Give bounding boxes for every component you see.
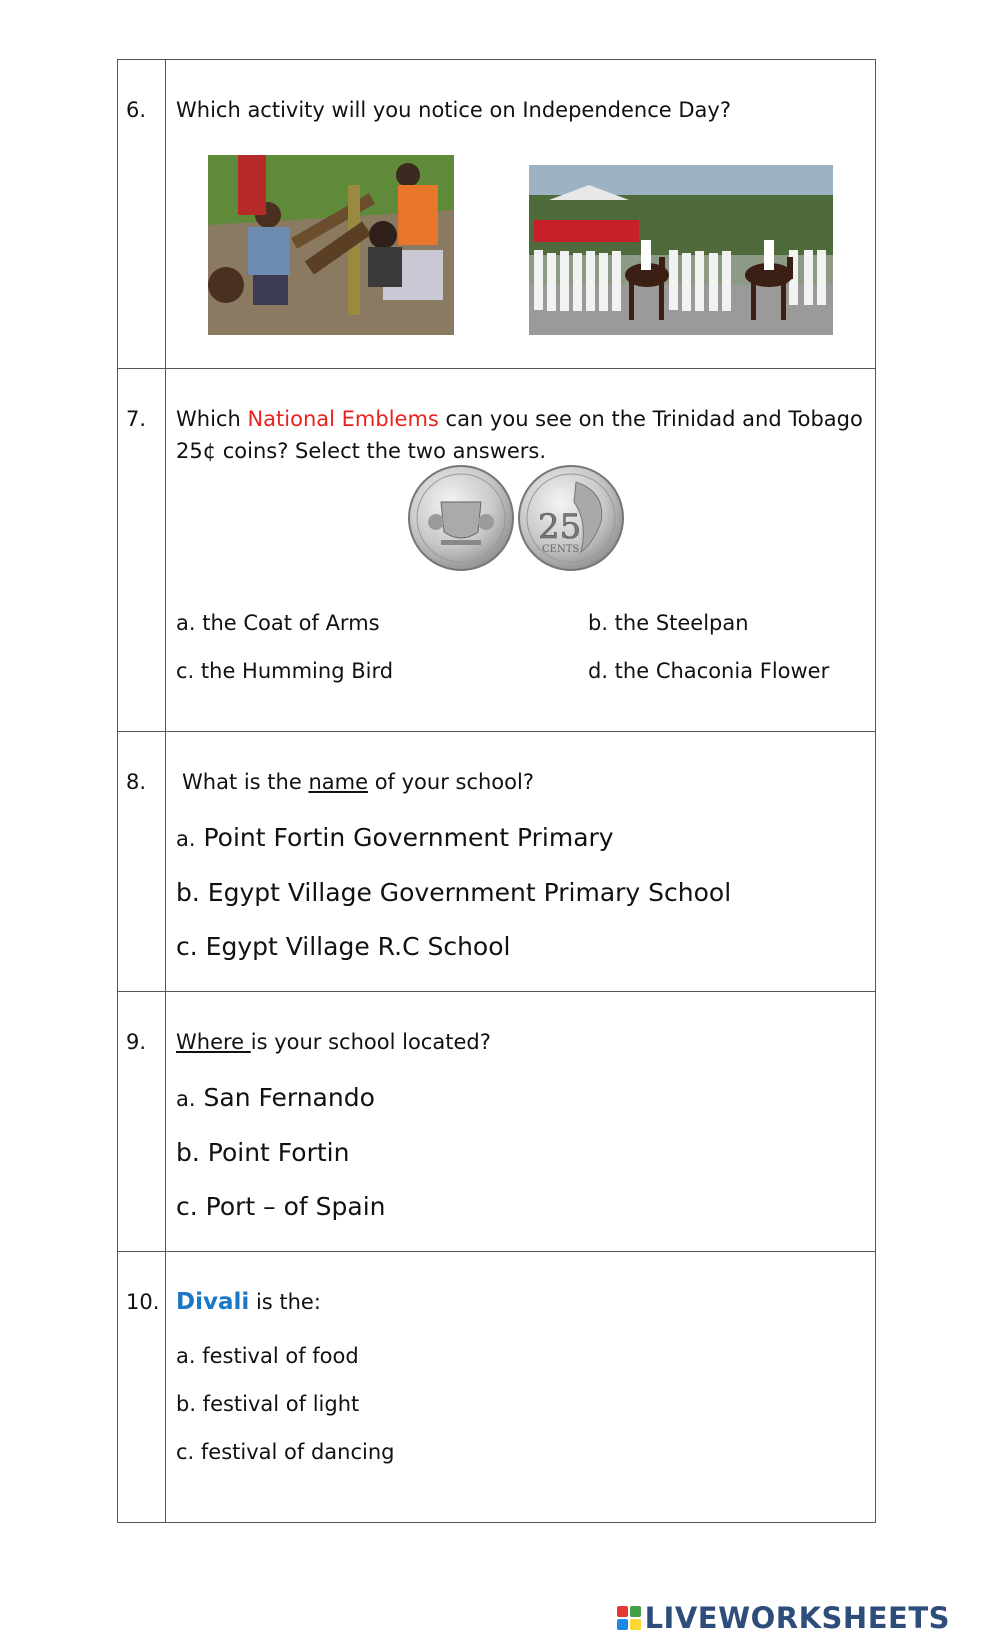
option-c[interactable]: c. Port – of Spain [176, 1192, 386, 1221]
option-c[interactable]: c. the Humming Bird [176, 659, 394, 683]
option-a[interactable]: a. festival of food [176, 1344, 359, 1368]
coins-image [406, 462, 626, 574]
answer-options [176, 1082, 867, 1223]
question-body [166, 1252, 875, 1522]
option-b[interactable]: b. Egypt Village Government Primary School [176, 878, 732, 907]
emphasis-national-emblems: National Emblems [247, 407, 439, 431]
emphasis-name: name [308, 770, 369, 794]
question-number: 7. [118, 369, 166, 731]
question-number: 6. [118, 60, 166, 368]
question-body [166, 60, 875, 368]
logo-text: LIVEWORKSHEETS [644, 1601, 950, 1635]
worksheet-table [117, 59, 876, 1523]
photo-military-parade [529, 165, 833, 335]
svg-text:CENTS: CENTS [542, 544, 580, 555]
question-number: 8. [118, 732, 166, 991]
question-text: Divali is the: [176, 1289, 321, 1315]
question-text: What is the name of your school? [182, 770, 534, 794]
question-body [166, 732, 875, 991]
svg-text:25: 25 [538, 507, 582, 547]
question-row-6 [118, 60, 875, 368]
question-row-9 [118, 991, 875, 1251]
option-b[interactable]: b. Point Fortin [176, 1138, 350, 1167]
question-body [166, 992, 875, 1251]
emphasis-where: Where [176, 1030, 251, 1054]
option-a[interactable]: a. Point Fortin Government Primary [176, 823, 614, 852]
question-text: Which activity will you notice on Independence Day? [176, 98, 731, 122]
liveworksheets-logo [617, 1601, 950, 1635]
question-body [166, 369, 875, 731]
option-b[interactable]: b. the Steelpan [588, 611, 749, 635]
option-c[interactable]: c. festival of dancing [176, 1440, 395, 1464]
option-c[interactable]: c. Egypt Village R.C School [176, 932, 511, 961]
answer-options [176, 1342, 867, 1466]
question-number: 9. [118, 992, 166, 1251]
option-b[interactable]: b. festival of light [176, 1392, 360, 1416]
answer-options [176, 609, 829, 685]
option-a[interactable]: a. the Coat of Arms [176, 611, 380, 635]
question-text: Which National Emblems can you see on the Trinidad and Tobago 25¢ coins? Select the two answers. [176, 407, 863, 463]
answer-options [176, 822, 867, 963]
option-d[interactable]: d. the Chaconia Flower [588, 659, 830, 683]
logo-mark-icon [617, 1606, 641, 1630]
question-row-8 [118, 731, 875, 991]
photo-children-playing [208, 155, 454, 335]
question-row-7 [118, 368, 875, 731]
option-a[interactable]: a. San Fernando [176, 1083, 375, 1112]
question-row-10 [118, 1251, 875, 1522]
question-number: 10. [118, 1252, 166, 1522]
emphasis-divali: Divali [176, 1289, 250, 1315]
question-text: Where is your school located? [176, 1030, 491, 1054]
